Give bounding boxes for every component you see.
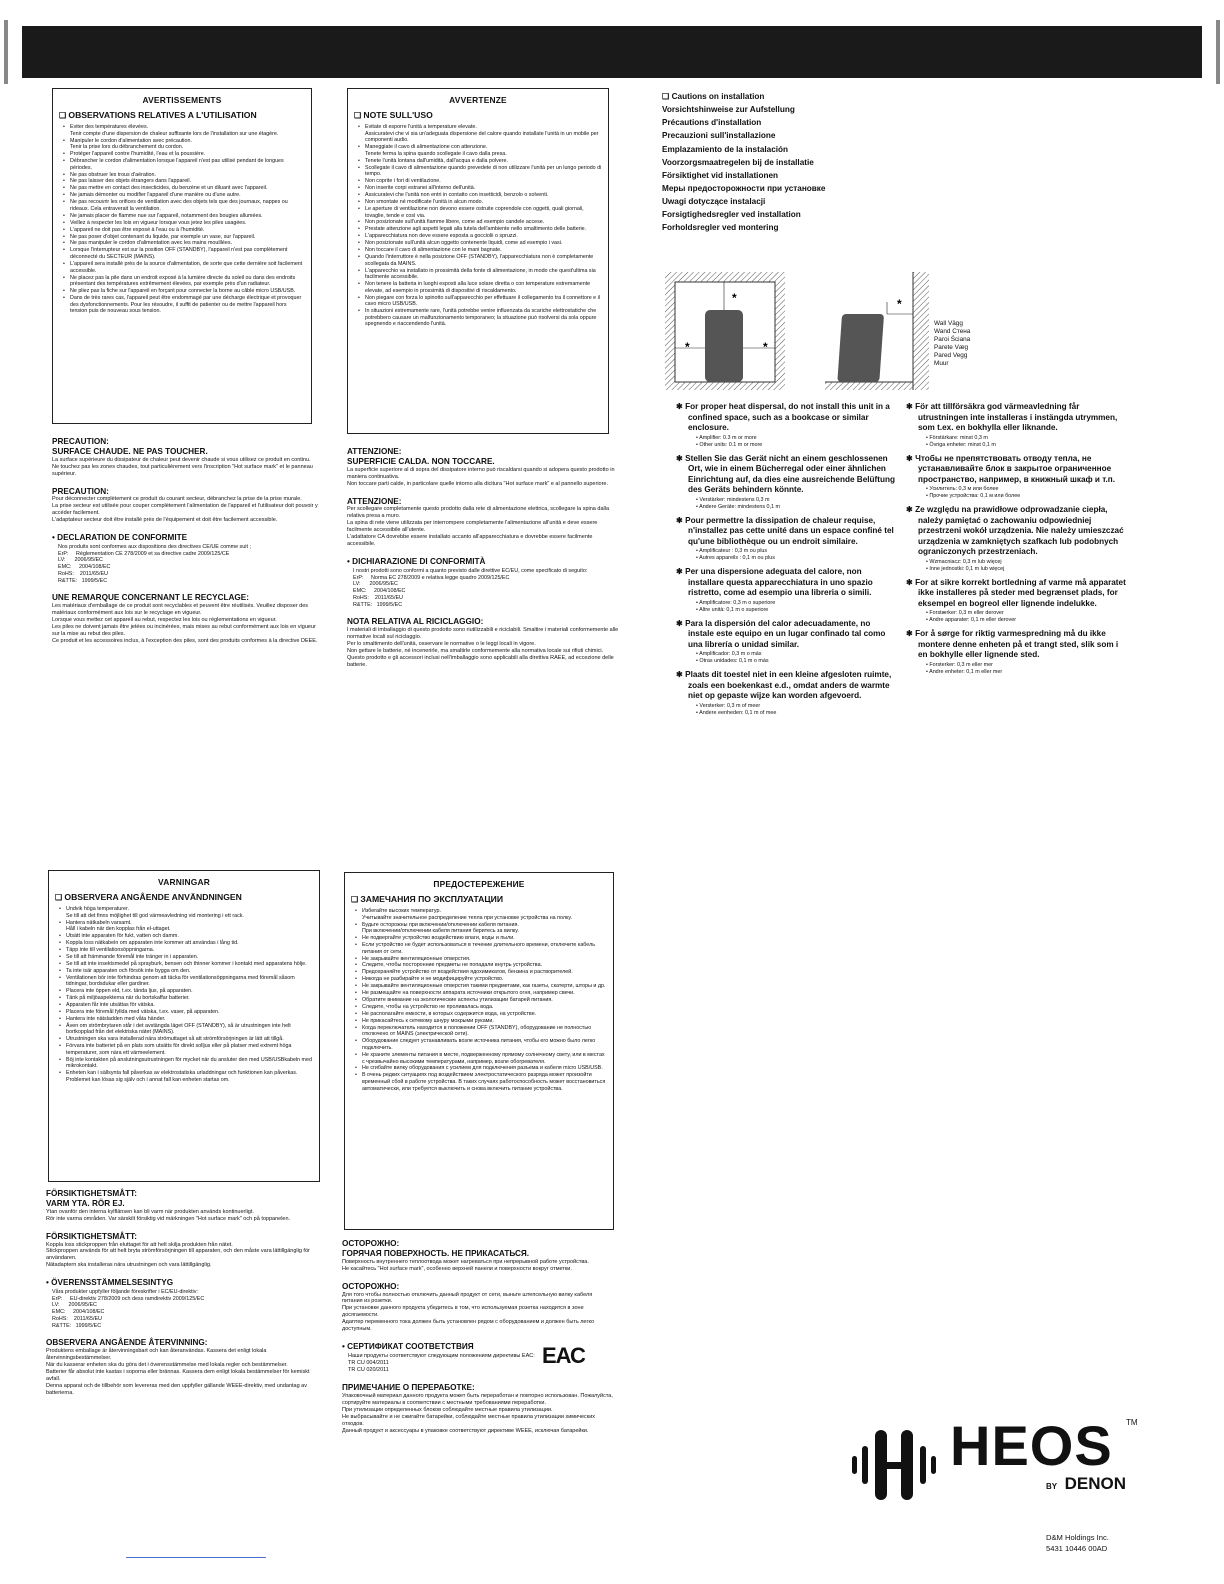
warning-item: • Оборудование следует устанавливать возле источника питания, чтобы его можно было легко подключить. — [362, 1038, 607, 1051]
heos-byline — [1046, 1474, 1126, 1494]
sv-warning-list — [55, 906, 313, 1084]
warning-item: • Manipuler le cordon d'alimentation avec précaution. Tenir la prise lors du débranchement du cordon. — [70, 138, 305, 151]
footer — [1046, 1532, 1109, 1554]
warning-item: • L'apparecchio va installato in prossimità della fonte di alimentazione, in modo che quest'ultima sia facilmente accessibile. — [365, 268, 602, 281]
install-heading-no: Forholdsregler ved montering — [662, 223, 779, 233]
warning-item: • Förvara inte batteriet på en plats som utsätts för direkt solljus eller på platser med extremt höga temperaturer, som nära ett värmeelement. — [66, 1043, 313, 1056]
install-headings — [662, 90, 962, 234]
it-recycle-title: NOTA RELATIVA AL RICICLAGGIO: — [347, 617, 484, 627]
clearance-list — [696, 703, 898, 717]
company-name: D&M Holdings Inc. — [1046, 1533, 1109, 1542]
heos-logo-icon — [850, 1426, 940, 1506]
wall-label: Pared Vegg — [934, 352, 968, 359]
warning-item: • Ne pas laisser des objets étrangers dans l'appareil. — [70, 178, 305, 185]
install-heading-ru: Меры предосторожности при установке — [662, 183, 826, 193]
ru-precautions — [342, 1230, 614, 1550]
clearance-item: • Övriga enheter: minst 0,1 m — [926, 442, 1128, 449]
install-note: ✱ Para la dispersión del calor adecuadamente, no instale este equipo en un lugar confinado tal como una librería o unidad similar. — [676, 619, 898, 651]
install-note: ✱ För att tillförsäkra god värmeavledning får utrustningen inte installeras i instängda utrymmen, som t.ex. en bokhylla eller liknande. — [906, 402, 1128, 434]
warning-item: • Veillez à respecter les lois en vigueur lorsque vous jetez les piles usagées. — [70, 220, 305, 227]
warning-item: • Även om strömbrytaren står i det avstängda läget OFF (STANDBY), så är utrustningen inte helt bortkopplad från det elektriska nätet (MAINS). — [66, 1023, 313, 1036]
install-note: ✱ For at sikre korrekt bortledning af varme må apparatet ikke installeres på steder med begrænset plads, for eksempel en bogreol eller lignende indelukke. — [906, 578, 1128, 610]
warning-item: • Ne pliez pas la fiche sur l'appareil en forçant pour connecter la borne au câble micro USB/USB. — [70, 288, 305, 295]
install-heading-de: Vorsichtshinweise zur Aufstellung — [662, 105, 795, 115]
install-heading-nl: Voorzorgsmaatregelen bij de installatie — [662, 157, 814, 167]
fr-precaution1-subtitle: SURFACE CHAUDE. NE PAS TOUCHER. — [52, 446, 208, 456]
fr-precautions — [52, 428, 324, 748]
it-recycle-text: I materiali di imballaggio di questo prodotto sono riutilizzabili e riciclabili. Smaltire i materiali conformemente alle normative locali sul riciclaggio. Per lo smaltimento dell'unità, osservare le normative o le leggi locali in vigore. Non gettare le batterie, né incenerirle, ma smaltirle conformemente alla normativa locale sui rifiuti chimici. Questo prodotto e gli accessori inclusi nell'imballaggio sono applicabili alla direttiva RAEE, ad eccezione delle batterie. — [347, 627, 619, 669]
sv-box-title: VARNINGAR — [158, 877, 210, 887]
warning-item: • Non posizionate sull'unità fiamme libere, come ad esempio candele accese. — [365, 219, 602, 226]
sv-precautions — [46, 1180, 322, 1480]
warning-item: • Non coprite i fori di ventilazione. — [365, 178, 602, 185]
warning-item: • Lorsque l'interrupteur est sur la position OFF (STANDBY), l'appareil n'est pas complètement déconnecté du SECTEUR (MAINS). — [70, 247, 305, 260]
it-attention1-text: La superficie superiore al di sopra del dissipatore interno può riscaldarsi quando si adopera questo prodotto in maniera continuativa. Non toccare parti calde, in particolare quelle intorno alla dicitura "Hot surface mark" e al pannello superiore. — [347, 466, 615, 487]
fr-box-title: AVERTISSEMENTS — [142, 95, 222, 105]
document-code: 5431 10446 00AD — [1046, 1544, 1108, 1553]
by-label: BY — [1046, 1482, 1058, 1491]
warning-item: • Ventilationen bör inte förhindras genom att täcka för ventilationsöppningarna med föremål såsom tidningar, bordsdukar eller gardiner. — [66, 975, 313, 988]
wall-label: Muur — [934, 360, 949, 367]
clearance-item: • Amplificatore: 0,3 m o superiore — [696, 600, 898, 607]
warning-item: • Не размещайте на поверхности аппарата источники открытого огня, например свечи. — [362, 990, 607, 997]
it-warning-box — [347, 88, 609, 434]
install-note: ✱ Pour permettre la dissipation de chaleur requise, n'installez pas cette unité dans un espace confiné tel qu'une bibliothèque ou un endroit similaire. — [676, 516, 898, 548]
sv-caution1-subtitle: VARM YTA. RÖR EJ. — [46, 1198, 125, 1208]
clearance-list — [696, 435, 898, 449]
warning-item: • Не закрывайте вентиляционные отверстия. — [362, 956, 607, 963]
warning-item: • Non piegare con forza lo spinotto sull'apparecchio per effettuare il collegamento tra il connettore e il cavo micro USB/USB. — [365, 295, 602, 308]
crop-mark-right — [1216, 20, 1220, 84]
sv-recycle-text: Produktens emballage är återvinningsbart och kan återanvändas. Kassera det enligt lokala återvinningsbestämmelser. När du kasserar enheten ska du göra det i överensstämmelse med lokala regler och bestämmelser. Batterier får absolut inte kastas i soporna eller brännas. Kassera dem enligt lokala bestämmelser för kemiskt avfall. Denna apparat och de tillbehör som levereras med den uppfyller gällande WEEE-direktiv, med undantag av batterierna. — [46, 1348, 310, 1397]
warning-item: • Eviter des températures élevées. Tenir compte d'une dispersion de chaleur suffisante lors de l'installation sur une étagère. — [70, 124, 305, 137]
warning-item: • Enheten kan i sällsynta fall påverkas av elektrostatiska urladdningar och funktionen kan påverkas. Problemet kan lösas sig själv och i annat fall kan enheten startas om. — [66, 1070, 313, 1083]
warning-item: • Non toccare il cavo di alimentazione con le mani bagnate. — [365, 247, 602, 254]
ru-warning-list — [351, 908, 607, 1092]
crop-mark-left — [4, 20, 8, 84]
eac-mark: ЕАС — [542, 1343, 585, 1369]
heos-trademark: TM — [1126, 1418, 1138, 1427]
fr-box-heading: ❑ OBSERVATIONS RELATIVES A L'UTILISATION — [59, 110, 305, 120]
wall-label: Wall Vägg — [934, 320, 963, 327]
heos-logo — [850, 1412, 1140, 1512]
clearance-list — [926, 435, 1128, 449]
warning-item: • Ne jamais placer de flamme nue sur l'appareil, notamment des bougies allumées. — [70, 213, 305, 220]
warning-item: • Utrustningen ska vara installerad nära strömuttaget så att strömförsörjningen är lätt att tillgå. — [66, 1036, 313, 1043]
sv-declaration-title: • ÖVERENSSTÄMMELSESINTYG — [46, 1278, 322, 1288]
install-heading-sv: Försiktighet vid installationen — [662, 170, 779, 180]
warning-item: • Maneggiate il cavo di alimentazione con attenzione. Tenete ferma la spina quando scollegate il cavo dalla presa. — [365, 144, 602, 157]
install-note: ✱ Чтобы не препятствовать отводу тепла, не устанавливайте блок в закрытое ограниченное пространство, например, в книжный шкаф и т.п. — [906, 454, 1128, 486]
it-warning-list — [354, 124, 602, 328]
wall-label: Wand Стена — [934, 328, 971, 335]
wall-figure — [825, 272, 929, 390]
warning-item: • Quando l'interruttore è nella posizione OFF (STANDBY), l'apparecchiatura non è completamente scollegata da MAINS. — [365, 254, 602, 267]
wall-label: Parete Væg — [934, 344, 969, 351]
clearance-item: • Прочие устройства: 0,1 м или более — [926, 493, 1128, 500]
ru-warning-box — [344, 872, 614, 1230]
warning-item: • Если устройство не будет использоваться в течение длительного времени, отключите кабель питания от сети. — [362, 942, 607, 955]
ru-caution1-subtitle: ГОРЯЧАЯ ПОВЕРХНОСТЬ. НЕ ПРИКАСАТЬСЯ. — [342, 1248, 530, 1258]
clearance-list — [696, 651, 898, 665]
warning-item: • Placera inte öppen eld, t.ex. tända ljus, på apparaten. — [66, 988, 313, 995]
ru-certificate-title: • СЕРТИФИКАТ СООТВЕТСТВИЯ — [342, 1342, 614, 1352]
clearance-item: • Andere eenheden: 0,1 m of mee — [696, 710, 898, 717]
warning-item: • Utsätt inte apparaten för fukt, vatten och damm. — [66, 933, 313, 940]
warning-item: • Se till att främmande föremål inte tränger in i apparaten. — [66, 954, 313, 961]
warning-item: • Когда переключатель находится в положении OFF (STANDBY), оборудование не полностью отключено от MAINS (электрической сети). — [362, 1025, 607, 1038]
warning-item: • Никогда не разбирайте и не модифицируйте устройство. — [362, 976, 607, 983]
clearance-item: • Other units: 0.1 m or more — [696, 442, 898, 449]
clearance-item: • Forsterker: 0,3 m eller mer — [926, 662, 1128, 669]
it-declaration-text: I nostri prodotti sono conformi a quanto previsto dalle direttive EC/EU, come specificato di seguito: ErP: Norma EC 278/2009 e relativa legge quadro 2009/125/EC LV: 2006/95/EC EMC: 2004/108/EC RoHS: 2011/65/EU R&TTE: 1999/5/EC — [353, 567, 588, 608]
heos-wordmark: HEOS — [950, 1414, 1113, 1477]
clearance-item: • Altre unità: 0,1 m o superiore — [696, 607, 898, 614]
sv-recycle-title: OBSERVERA ANGÅENDE ÅTERVINNING: — [46, 1338, 208, 1348]
install-heading-da: Forsigtighedsregler ved installation — [662, 210, 801, 220]
ru-caution1-text: Поверхность внутреннего теплоотвода может нагреваться при непрерывной работе устройства. Не касайтесь "Hot surface mark", особенно верхней панели и поверхности вокруг отметки. — [342, 1258, 589, 1272]
warning-item: • Evitate di esporre l'unità a temperature elevate. Assicuratevi che vi sia un'adeguata dispersione del calore quando installate l'unità in un mobile per componenti audio. — [365, 124, 602, 144]
fr-precaution2-title: PRECAUTION: — [52, 486, 109, 496]
warning-item: • L'appareil ne doit pas être exposé à l'eau ou à l'humidité. — [70, 227, 305, 234]
sv-caution1-title: FÖRSIKTIGHETSMÅTT: — [46, 1189, 137, 1198]
ru-box-heading: ❑ ЗАМЕЧАНИЯ ПО ЭКСПЛУАТАЦИИ — [351, 894, 607, 904]
warning-item: • Ne placez pas la pile dans un endroit exposé à la lumière directe du soleil ou dans des endroits présentant des températures extrêmement élevées, par exemple près d'un radiateur. — [70, 275, 305, 288]
warning-item: • In situazioni estremamente rare, l'unità potrebbe venire influenzata da scariche elettrostatiche che potrebbero causare un malfunzionamento temporaneo; la situazione può risolversi da sola oppure spegnendo e riaccendendo l'unità. — [365, 308, 602, 328]
warning-item: • L'apparecchiatura non deve essere esposta a gocciolii o spruzzi. — [365, 233, 602, 240]
warning-item: • Täpp inte till ventilationsöppningarna. — [66, 947, 313, 954]
warning-item: • Non smontate né modificate l'unità in alcun modo. — [365, 199, 602, 206]
warning-item: • Ne pas poser d'objet contenant du liquide, par exemple un vase, sur l'appareil. — [70, 234, 305, 241]
fr-recycle-title: UNE REMARQUE CONCERNANT LE RECYCLAGE: — [52, 593, 249, 603]
it-attention2-title: ATTENZIONE: — [347, 496, 402, 506]
install-heading-en: ❑ Cautions on installation — [662, 90, 962, 103]
warning-item: • Apparaten får inte utsättas för vätska. — [66, 1002, 313, 1009]
warning-item: • Ne pas mettre en contact des insecticides, du benzène et un diluant avec l'appareil. — [70, 185, 305, 192]
warning-item: • Обратите внимание на экологические аспекты утилизации батарей питания. — [362, 997, 607, 1004]
warning-item: • Следите, чтобы посторонние предметы не попадали внутрь устройства. — [362, 962, 607, 969]
clearance-marker-top: * — [732, 291, 737, 305]
warning-item: • Böj inte kontakten på anslutningsutrustningen för mycket när du ansluter den med USB/USBkabeln med mikrokontakt. — [66, 1057, 313, 1070]
ru-recycle-title: ПРИМЕЧАНИЕ О ПЕРЕРАБОТКЕ: — [342, 1382, 475, 1392]
warning-item: • Следите, чтобы на устройство не проливалась вода. — [362, 1004, 607, 1011]
ru-caution2-title: ОСТОРОЖНО: — [342, 1281, 400, 1291]
warning-item: • Se till att inte insektsmedel på sprayburk, bensen och thinner kommer i kontakt med apparatens hölje. — [66, 961, 313, 968]
ru-caution2-text: Для того чтобы полностью отключить данный продукт от сети, выньте штепсельную вилку кабеля питания из розетки. При установке данного продукта убедитесь в том, что используемая розетка находится в зоне досягаемости. Адаптер переменного тока должен быть установлен рядом с оборудованием и должен быть легко доступным. — [342, 1291, 595, 1333]
warning-item: • Scollegate il cavo di alimentazione quando prevedete di non utilizzare l'unità per un lungo periodo di tempo. — [365, 165, 602, 178]
fr-precaution2-text: Pour déconnecter complètement ce produit du courant secteur, débranchez la prise de la prise murale. La prise secteur est utilisée pour couper complètement l'alimentation de l'appareil et l'utilisateur doit pouvoir y accéder facilement. L'adaptateur secteur doit être installé près de l'équipement et doit être facilement accessible. — [52, 496, 318, 524]
clearance-item: • Verstärker: mindestens 0,3 m — [696, 497, 898, 504]
clearance-list — [696, 600, 898, 614]
clearance-list — [696, 497, 898, 511]
clearance-item: • Autres appareils : 0,1 m ou plus — [696, 555, 898, 562]
warning-item: • Не располагайте емкости, в которых содержится вода, на устройстве. — [362, 1011, 607, 1018]
install-note: ✱ Ze względu na prawidłowe odprowadzanie ciepła, należy pamiętać o zachowaniu odpowiedniej przestrzeni wokół urządzenia. Nie należy umieszczać urządzenia w zamkniętych szafkach lub podobnych ograniczonych przestrzeniach. — [906, 505, 1128, 558]
header-bar — [22, 26, 1202, 78]
sv-caution2-text: Koppla loss stickproppen från eluttaget för att helt skilja produkten från nätet. Stickproppen används för att helt bryta strömförsörjningen till apparaten, och den måste vara lättillgänglig för användaren. Nätadaptern ska installeras nära utrustningen och vara lättillgänglig. — [46, 1241, 310, 1269]
ru-caution1-title: ОСТОРОЖНО: — [342, 1239, 400, 1248]
warning-item: • Не закрывайте вентиляционные отверстия такими предметами, как газеты, скатерти, шторы и др. — [362, 983, 607, 990]
install-heading-it: Precauzioni sull'installazione — [662, 131, 776, 141]
fr-recycle-text: Les matériaux d'emballage de ce produit sont recyclables et peuvent être réutilisés. Veuillez disposer des matériaux conformément aux lois sur le recyclage en vigueur. Lorsque vous mettez cet appareil au rebut, respectez les lois ou réglementations en vigueur. Les piles ne doivent jamais être jetées ou incinérées, mais mises au rebut conformément aux lois en vigueur sur la mise au rebut des piles. Ce produit et les accessoires inclus, à l'exception des piles, sont des produits conformes à la directive DEEE. — [52, 603, 318, 645]
ru-recycle-text: Упаковочный материал данного продукта может быть переработан и повторно использован. Пожалуйста, сортируйте материалы в соответствии с местными требованиями переработки. При утилизации определенных блоков соблюдайте местные правила утилизации. Не выбрасывайте и не сжигайте батарейки, соблюдайте местные правила утилизации химических отходов. Данный продукт и аксессуары в упаковке соответствуют директиве WEEE, исключая батарейки. — [342, 1392, 613, 1434]
fr-warning-list — [59, 124, 305, 315]
warning-item: • Избегайте высоких температур. Учитывайте значительное распределение тепла при установке устройства на полку. — [362, 908, 607, 921]
wall-label: Paroi Ściana — [934, 336, 971, 343]
warning-item: • Prestate attenzione agli aspetti legati alla tutela dell'ambiente nello smaltimento delle batterie. — [365, 226, 602, 233]
install-notes-right — [906, 402, 1128, 681]
warning-item: • Ne pas manipuler le cordon d'alimentation avec les mains mouillées. — [70, 240, 305, 247]
install-note: ✱ For proper heat dispersal, do not install this unit in a confined space, such as a bookcase or similar enclosure. — [676, 402, 898, 434]
sv-caution1-text: Ytan ovanför den interna kylflänsen kan bli varm när produkten används kontinuerligt. Rör inte varma områden. Var särskilt försiktig vid märkningen "Hot surface mark" och på toppanelen. — [46, 1208, 291, 1222]
clearance-item: • Versterker: 0,3 m of meer — [696, 703, 898, 710]
clearance-list — [926, 662, 1128, 676]
warning-item: • Ne pas recouvrir les orifices de ventilation avec des objets tels que des journaux, nappes ou rideaux. Cela entraverait la ventilation. — [70, 199, 305, 212]
fr-precaution1-text: La surface supérieure du dissipateur de chaleur peut devenir chaude si vous utilisez ce produit en continu. Ne touchez pas les zones chaudes, tout particulièrement vers l'inscription "Hot surface mark" et le panneau supérieur. — [52, 456, 313, 477]
fr-declaration-text: Nos produits sont conformes aux dispositions des directives CE/UE comme suit ; ErP: Réglementation CE 278/2009 et sa directive cadre 2009/125/CE LV: 2006/95/EC EMC: 2004/108/EC RoHS: 2011/65/EU R&TTE: 1999/5/EC — [58, 543, 251, 584]
install-note: ✱ Stellen Sie das Gerät nicht an einem geschlossenen Ort, wie in einem Bücherregal oder einer ähnlichen Einrichtung auf, da dies eine ausreichende Belüftung des Geräts behindern könnte. — [676, 454, 898, 496]
warning-item: • Non tenere la batteria in luoghi esposti alla luce solare diretta o con temperature estremamente elevate, ad esempio in prossimità di dispositivi di riscaldamento. — [365, 281, 602, 294]
warning-item: • Protéger l'appareil contre l'humidité, l'eau et la poussière. — [70, 151, 305, 158]
sv-caution2-title: FÖRSIKTIGHETSMÅTT: — [46, 1231, 137, 1241]
warning-item: • Ne jamais démonter ou modifier l'appareil d'une manière ou d'une autre. — [70, 192, 305, 199]
warning-item: • Будьте осторожны при включении/отключении кабеля питания. При включении/отключении кабеля питания беритесь за вилку. — [362, 922, 607, 935]
clearance-item: • Andre apparater: 0,1 m eller derover — [926, 617, 1128, 624]
it-declaration-title: • DICHIARAZIONE DI CONFORMITÀ — [347, 557, 619, 567]
enclosure-figure — [665, 272, 785, 390]
clearance-item: • Andere Geräte: mindestens 0,1 m — [696, 504, 898, 511]
warning-item: • Предохраняйте устройство от воздействия ядохимикатов, бензина и растворителей. — [362, 969, 607, 976]
warning-item: • Не храните элементы питания в месте, подверженному прямому солнечному свету, или в местах с чрезвычайно высокими температурами, например, возле обогревателя. — [362, 1052, 607, 1065]
clearance-item: • Amplifier: 0.3 m or more — [696, 435, 898, 442]
clearance-item: • Усилитель: 0,3 м или более — [926, 486, 1128, 493]
warning-item: • Dans de très rares cas, l'appareil peut être endommagé par une décharge électrique et provoquer des dysfonctionnements. Pour les résoudre, il suffit de patienter ou de mettre l'appareil hors tension puis de nouveau sous tension. — [70, 295, 305, 315]
warning-item: • Placera inte föremål fyllda med vätska, t.ex. vaser, på apparaten. — [66, 1009, 313, 1016]
it-attention1-subtitle: SUPERFICIE CALDA. NON TOCCARE. — [347, 456, 495, 466]
warning-item: • Ta inte isär apparaten och försök inte bygga om den. — [66, 968, 313, 975]
it-box-title: AVVERTENZE — [449, 95, 507, 105]
fr-warning-box — [52, 88, 312, 424]
warning-item: • Ne pas obstruer les trous d'aération. — [70, 172, 305, 179]
warning-item: • Tenete l'unità lontana dall'umidità, dall'acqua e dalla polvere. — [365, 158, 602, 165]
install-notes-left — [676, 402, 898, 722]
sv-declaration-text: Våra produkter uppfyller följande föreskrifter i EC/EU-direktiv: ErP: EU-direktiv 278/2009 och dess ramdirektiv 2009/125/EC LV: 2006/95/EC EMC: 2004/108/EC RoHS: 2011/65/EU R&TTE: 1999/5/EC — [52, 1288, 205, 1329]
clearance-item: • Otras unidades: 0,1 m o más — [696, 658, 898, 665]
denon-label: DENON — [1064, 1474, 1126, 1493]
clearance-marker-wall: * — [897, 297, 902, 311]
stray-underline — [126, 1557, 266, 1558]
ru-box-title: ПРЕДОСТЕРЕЖЕНИЕ — [433, 879, 525, 889]
warning-item: • Le aperture di ventilazione non devono essere ostruite coprendole con oggetti, quali giornali, tovaglie, tende e così via. — [365, 206, 602, 219]
clearance-item: • Inne jednostki: 0,1 m lub więcej — [926, 566, 1128, 573]
warning-item: • Non inserite corpi estranei all'interno dell'unità. — [365, 185, 602, 192]
clearance-item: • Andre enheter: 0,1 m eller mer — [926, 669, 1128, 676]
it-attention2-text: Per scollegare completamente questo prodotto dalla rete di alimentazione elettrica, scollegare la spina dalla relativa presa a muro. La spina di rete viene utilizzata per interrompere completamente l'alimentazione all'unità e deve essere facilmente accessibile all'utente. L'adattatore CA dovrebbe essere installato accanto all'apparecchiatura e dovrebbe essere facilmente accessibile. — [347, 506, 610, 548]
warning-item: • Débrancher le cordon d'alimentation lorsque l'appareil n'est pas utilisé pendant de longues périodes. — [70, 158, 305, 171]
warning-item: • Hantera inte nätsladden med våta händer. — [66, 1016, 313, 1023]
clearance-item: • Amplificador: 0,3 m o más — [696, 651, 898, 658]
install-heading-fr: Précautions d'installation — [662, 118, 762, 128]
it-attention1-title: ATTENZIONE: — [347, 447, 402, 456]
clearance-list — [926, 610, 1128, 624]
clearance-list — [926, 486, 1128, 500]
clearance-item: • Förstärkare: minst 0,3 m — [926, 435, 1128, 442]
sv-box-heading: ❑ OBSERVERA ANGÅENDE ANVÄNDNINGEN — [55, 892, 313, 902]
install-note: ✱ Plaats dit toestel niet in een kleine afgesloten ruimte, zoals een boekenkast e.d., omdat anders de warmte niet op gepaste wijze kan worden afgevoerd. — [676, 670, 898, 702]
warning-item: • Tänk på miljöaspekterna när du bortskaffar batterier. — [66, 995, 313, 1002]
install-heading-pl: Uwagi dotyczące instalacji — [662, 197, 766, 206]
ru-certificate-text: Наши продукты соответствуют следующим положениям директивы EAC: TR CU 004/2011 TR CU 020/2011 — [348, 1352, 535, 1373]
it-box-heading: ❑ NOTE SULL'USO — [354, 110, 602, 120]
install-note: ✱ Per una dispersione adeguata del calore, non installare questa apparecchiatura in uno spazio ristretto, come ad esempio una libreria o simili. — [676, 567, 898, 599]
clearance-list — [696, 548, 898, 562]
warning-item: • Koppla loss nätkabeln om apparaten inte kommer att användas i lång tid. — [66, 940, 313, 947]
clearance-marker-left: * — [685, 340, 690, 354]
sv-warning-box — [48, 870, 320, 1182]
warning-item: • Не подвергайте устройство воздействию влаги, воды и пыли. — [362, 935, 607, 942]
warning-item: • В очень редких ситуациях под воздействием электростатического разряда может произойти временный сбой в работе устройства. В таких случаях работоспособность может восстановиться автоматически, или требуется выключить и снова включить питание устройства. — [362, 1072, 607, 1092]
warning-item: • Не сгибайте вилку оборудования с усилием для подключения разъема и кабеля micro USB/USB. — [362, 1065, 607, 1072]
clearance-item: • Wzmacniacz: 0,3 m lub więcej — [926, 559, 1128, 566]
it-precautions — [347, 438, 619, 758]
wall-labels — [934, 320, 970, 368]
warning-item: • Non posizionate sull'unità alcun oggetto contenente liquidi, come ad esempio i vasi. — [365, 240, 602, 247]
clearance-marker-right: * — [763, 340, 768, 354]
warning-item: • L'appareil sera installé près de la source d'alimentation, de sorte que cette dernière soit facilement accessible. — [70, 261, 305, 274]
fr-precaution1-title: PRECAUTION: — [52, 437, 109, 446]
installation-clearance-diagram — [665, 272, 955, 392]
install-note: ✱ For å sørge for riktig varmespredning må du ikke montere denne enheten på et trangt sted, slik som i en bokhylle eller lignende sted. — [906, 629, 1128, 661]
warning-item: • Undvik höga temperaturer. Se till att det finns möjlighet till god värmeavledning vid montering i ett rack. — [66, 906, 313, 919]
warning-item: • Hantera nätkabeln varsamt. Håll i kabeln när den kopplas från el-uttaget. — [66, 920, 313, 933]
fr-declaration-title: • DECLARATION DE CONFORMITE — [52, 533, 324, 543]
clearance-list — [926, 559, 1128, 573]
clearance-item: • Forstærker: 0,3 m eller derover — [926, 610, 1128, 617]
clearance-item: • Amplificateur : 0,3 m ou plus — [696, 548, 898, 555]
warning-item: • Не прикасайтесь к сетевому шнуру мокрыми руками. — [362, 1018, 607, 1025]
install-heading-es: Emplazamiento de la instalación — [662, 144, 789, 154]
warning-item: • Assicuratevi che l'unità non entri in contatto con insetticidi, benzolo o solventi. — [365, 192, 602, 199]
